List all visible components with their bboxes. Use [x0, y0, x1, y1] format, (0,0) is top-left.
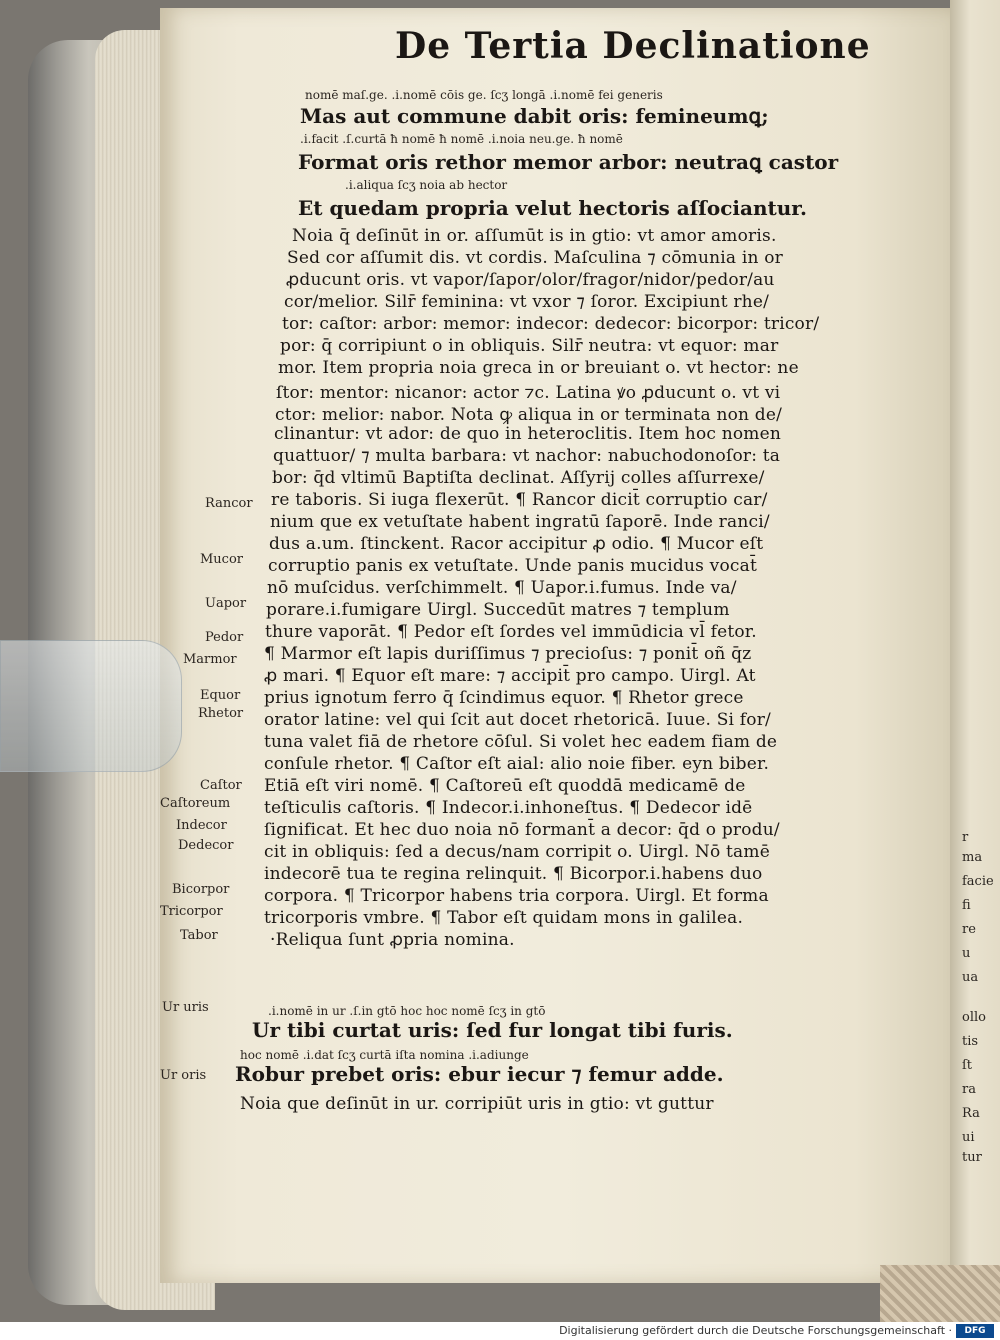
right-page-fragment: tur	[962, 1150, 982, 1165]
body-line: clinantur: vt ador: de quo in heteroclitis. Item hoc nomen	[274, 424, 782, 444]
margin-note: Indecor	[176, 818, 227, 833]
body-line: Noia q̄ deſinūt in or. aſſumūt is in gtio: vt amor amoris.	[292, 226, 777, 246]
body-line: ctor: melior: nabor. Nota ꝙ aliqua in or terminata non de/	[275, 405, 783, 425]
right-page-fragment: ollo	[962, 1010, 986, 1025]
body-line: ¶ Marmor eſt lapis duriſſimus ⁊ precioſus: ⁊ ponit̄ oñ q̄z	[264, 644, 752, 664]
dfg-logo: DFG	[956, 1324, 994, 1338]
body-line: corpora. ¶ Tricorpor habens tria corpora. Uirgl. Et forma	[264, 886, 769, 906]
margin-note: Caſtoreum	[160, 796, 231, 811]
right-page-fragment: ui	[962, 1130, 975, 1145]
body-line: Sed cor aſſumit dis. vt cordis. Maſculina ⁊ cōmunia in or	[287, 248, 783, 268]
body-line: orator latine: vel qui ſcit aut docet rhetoricā. Iuue. Si for/	[264, 710, 771, 730]
body-line: tor: caſtor: arbor: memor: indecor: dedecor: bicorpor: tricor/	[282, 314, 820, 334]
body-line: prius ignotum ferro q̄ ſcindimus equor. ¶ Rhetor grece	[264, 688, 744, 708]
margin-note: Tricorpor	[160, 904, 223, 919]
body-line: ꝓ mari. ¶ Equor eſt mare: ⁊ accipit̄ pro campo. Uirgl. At	[264, 666, 756, 686]
body-line: ſtor: mentor: nicanor: actor ⁊c. Latina ꝟo ꝓducunt o. vt vi	[276, 383, 781, 403]
right-page-fragment: r	[962, 830, 969, 845]
margin-note: Ur uris	[162, 1000, 209, 1015]
footer	[0, 1322, 1000, 1340]
body-line: ꝓducunt oris. vt vapor/ſapor/olor/fragor/nidor/pedor/au	[286, 270, 775, 290]
page-title: De Tertia Declinatione	[395, 25, 871, 67]
right-page-fragment: ra	[962, 1082, 976, 1097]
body-line: cor/melior. Silr̄ feminina: vt vxor ⁊ ſoror. Excipiunt rhe/	[284, 292, 770, 312]
margin-note: Dedecor	[178, 838, 234, 853]
body-line: porare.i.fumigare Uirgl. Succedūt matres ⁊ templum	[266, 600, 730, 620]
margin-note: Mucor	[200, 552, 244, 567]
right-page-fragment: ſt	[962, 1058, 973, 1073]
interlinear-gloss: nomē maſ.ge. .i.nomē cōis ge. ſcʒ longā .i.nomē fei generis	[305, 88, 663, 102]
body-line: thure vaporāt. ¶ Pedor eſt ſordes vel immūdicia vl̄ fetor.	[265, 622, 757, 642]
right-page-fragment: facie	[962, 874, 994, 889]
margin-note: Equor	[200, 688, 241, 703]
body-line: por: q̄ corripiunt o in obliquis. Silr̄ neutra: vt equor: mar	[280, 336, 779, 356]
body-line: bor: q̄d vltimū Baptiſta declinat. Aſſyrij colles aſſurrexe/	[272, 468, 765, 488]
right-page-fragment: ma	[962, 850, 983, 865]
body-line: cit in obliquis: ſed a decus/nam corripit o. Uirgl. Nō tamē	[264, 842, 770, 862]
margin-note: Rancor	[205, 496, 253, 511]
body-line: tricorporis vmbre. ¶ Tabor eſt quidam mons in galilea.	[264, 908, 744, 928]
body-line: Noia que deſinūt in ur. corripiūt uris in gtio: vt guttur	[240, 1094, 714, 1114]
interlinear-gloss: hoc nomē .i.dat ſcʒ curtā iſta nomina .i.adiunge	[240, 1048, 529, 1062]
body-line: nō muſcidus. verſchimmelt. ¶ Uapor.i.fumus. Inde va/	[267, 578, 737, 598]
margin-note: Bicorpor	[172, 882, 230, 897]
margin-note: Tabor	[180, 928, 218, 943]
body-line: tuna valet fiā de rhetore cōſul. Si volet hec eadem fiam de	[264, 732, 778, 752]
body-line: nium que ex vetuſtate habent ingratū ſaporē. Inde ranci/	[270, 512, 770, 532]
funding-credit: Digitalisierung gefördert durch die Deutsche Forschungsgemeinschaft ·	[559, 1324, 952, 1337]
body-line: teſticulis caſtoris. ¶ Indecor.i.inhoneſtus. ¶ Dedecor idē	[264, 798, 753, 818]
interlinear-gloss: .i.nomē in ur .ſ.in gtō hoc hoc nomē ſcʒ in gtō	[268, 1004, 546, 1018]
verse-line: Ur tibi curtat uris: ſed fur longat tibi furis.	[252, 1018, 733, 1042]
interlinear-gloss: .i.aliqua ſcʒ noia ab hector	[345, 178, 508, 192]
verse-line: Robur prebet oris: ebur iecur ⁊ femur adde.	[235, 1062, 724, 1086]
body-line: conſule rhetor. ¶ Caſtor eſt aial: alio noie fiber. eyn biber.	[264, 754, 770, 774]
body-line: indecorē tua te regina relinquit. ¶ Bicorpor.i.habens duo	[264, 864, 763, 884]
body-line: quattuor/ ⁊ multa barbara: vt nachor: nabuchodonoſor: ta	[273, 446, 781, 466]
body-line: mor. Item propria noia greca in or breuiant o. vt hector: ne	[278, 358, 799, 378]
body-line: ·Reliqua ſunt ꝓpria nomina.	[270, 930, 515, 950]
body-line: corruptio panis ex vetuſtate. Unde panis mucidus vocat̄	[268, 556, 757, 576]
body-line: dus a.um. ſtinckent. Racor accipitur ꝓ odio. ¶ Mucor eſt	[269, 534, 764, 554]
right-page-fragment: ua	[962, 970, 979, 985]
margin-note: Rhetor	[198, 706, 244, 721]
right-page-fragment: Ra	[962, 1106, 980, 1121]
margin-note: Uapor	[205, 596, 247, 611]
margin-note: Pedor	[205, 630, 244, 645]
margin-note: Marmor	[183, 652, 237, 667]
right-page-fragment: u	[962, 946, 971, 961]
body-line: Etiā eſt viri nomē. ¶ Caſtoreū eſt quoddā medicamē de	[264, 776, 746, 796]
right-page-fragment: fi	[962, 898, 971, 913]
plastic-page-clip	[0, 640, 182, 772]
body-line: re taboris. Si iuga flexerūt. ¶ Rancor dicit̄ corruptio car/	[271, 490, 768, 510]
verse-line: Mas aut commune dabit oris: femineumꝗ;	[300, 104, 769, 128]
right-page-fragment: re	[962, 922, 976, 937]
margin-note: Ur oris	[160, 1068, 207, 1083]
right-page-fragment: tis	[962, 1034, 979, 1049]
verse-line: Format oris rethor memor arbor: neutraꝗ castor	[298, 150, 839, 174]
body-line: ſignificat. Et hec duo noia nō formant̄ a decor: q̄d o produ/	[264, 820, 780, 840]
margin-note: Caſtor	[200, 778, 242, 793]
verse-line: Et quedam propria velut hectoris aſſociantur.	[298, 196, 807, 220]
interlinear-gloss: .i.facit .ſ.curtā ħ nomē ħ nomē .i.noia neu.ge. ħ nomē	[300, 132, 623, 146]
